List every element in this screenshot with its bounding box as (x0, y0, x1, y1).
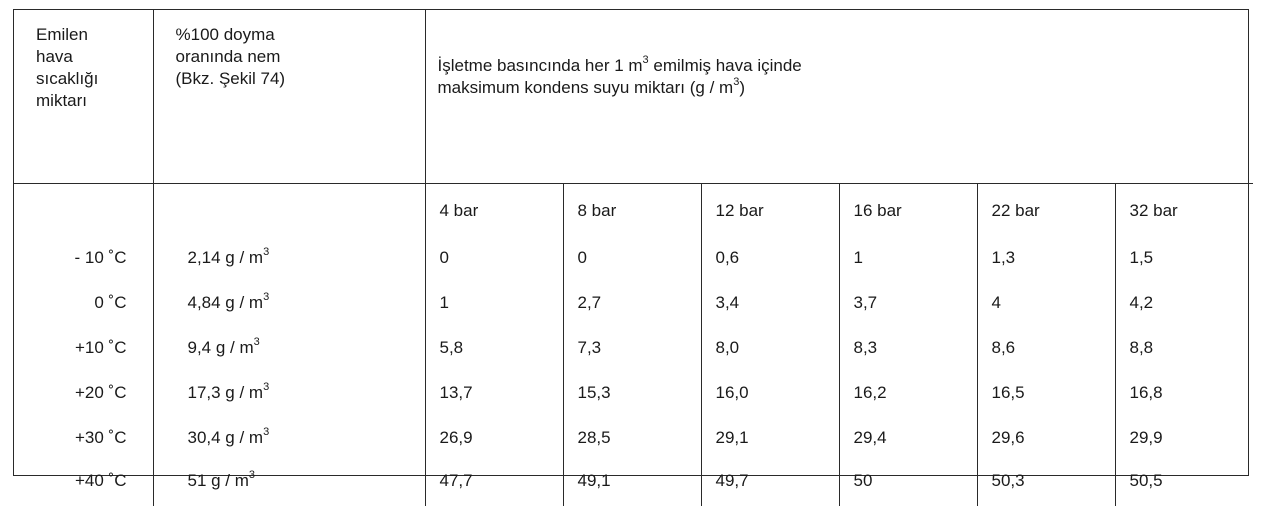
condensate-value-cell: 0,6 (701, 236, 839, 281)
units-empty-cell (14, 184, 153, 236)
temperature-cell: +30 ˚C (14, 416, 153, 461)
temperature-cell: 0 ˚C (14, 281, 153, 326)
humidity-cell: 30,4 g / $m^3$ (153, 416, 425, 461)
header-temperature-line: miktarı (36, 91, 87, 110)
condensate-value-cell: 2,7 (563, 281, 701, 326)
condensate-table (14, 10, 1253, 506)
condensate-value-cell: 3,7 (839, 281, 977, 326)
header-temperature (14, 10, 153, 184)
condensate-value-cell: 1,3 (977, 236, 1115, 281)
condensate-value-cell: 16,0 (701, 371, 839, 416)
condensate-value-cell: 1 (425, 281, 563, 326)
temperature-cell: +10 ˚C (14, 326, 153, 371)
condensate-value-cell: 26,9 (425, 416, 563, 461)
header-temperature-line: hava (36, 47, 73, 66)
table-row (14, 416, 1253, 461)
header-humidity (153, 10, 425, 184)
condensate-value-cell: 1 (839, 236, 977, 281)
condensate-value-cell: 49,7 (701, 461, 839, 506)
header-condensate-line-1: İşletme basıncında her 1 $m^3$ emilmiş hava içinde (437, 54, 802, 75)
condensate-value-cell: 47,7 (425, 461, 563, 506)
humidity-cell: 17,3 g / $m^3$ (153, 371, 425, 416)
condensate-value-cell: 4,2 (1129, 292, 1154, 312)
condensate-value-cell: 15,3 (563, 371, 701, 416)
condensate-value-cell: 8,8 (1129, 337, 1154, 357)
condensate-value-cell: 13,7 (425, 371, 563, 416)
condensate-value-cell: 8,6 (977, 326, 1115, 371)
table-header-row (14, 10, 1253, 184)
header-humidity-line: oranında nem (175, 47, 281, 66)
pressure-header-cell: 32 bar (1129, 201, 1178, 220)
condensate-value-cell: 29,6 (977, 416, 1115, 461)
pressure-header-cell: 4 bar (425, 184, 563, 236)
condensate-value-cell: 0 (425, 236, 563, 281)
temperature-cell: - 10 ˚C (14, 236, 153, 281)
header-temperature-line: sıcaklığı (36, 69, 99, 88)
condensate-value-cell: 29,4 (839, 416, 977, 461)
condensate-value-cell: 28,5 (563, 416, 701, 461)
humidity-cell: 51 g / $m^3$ (153, 461, 425, 506)
condensate-table-frame (13, 9, 1249, 490)
temperature-cell: +20 ˚C (14, 371, 153, 416)
humidity-cell: 4,84 g / $m^3$ (153, 281, 425, 326)
table-row (14, 326, 1253, 371)
condensate-value-cell: 4 (977, 281, 1115, 326)
table-row (14, 461, 1253, 506)
header-humidity-line: (Bkz. Şekil 74) (175, 69, 286, 88)
condensate-value-cell: 50,3 (977, 461, 1115, 506)
pressure-header-cell: 12 bar (701, 184, 839, 236)
condensate-value-cell: 50 (839, 461, 977, 506)
humidity-cell: 9,4 g / $m^3$ (153, 326, 425, 371)
condensate-value-cell: 49,1 (563, 461, 701, 506)
condensate-value-cell: 3,4 (701, 281, 839, 326)
temperature-cell: +40 ˚C (14, 461, 153, 506)
header-humidity-line: %100 doyma (175, 25, 275, 44)
condensate-value-cell: 1,5 (1129, 247, 1154, 267)
condensate-value-cell: 29,1 (701, 416, 839, 461)
table-row (14, 371, 1253, 416)
table-row (14, 281, 1253, 326)
humidity-cell: 2,14 g / $m^3$ (153, 236, 425, 281)
condensate-value-cell: 50,5 (1129, 470, 1163, 490)
header-condensate-line-2: maksimum kondens suyu miktarı $(g / m^3)$ (437, 76, 745, 97)
condensate-value-cell: 0 (563, 236, 701, 281)
condensate-value-cell: 29,9 (1129, 427, 1163, 447)
table-row (14, 236, 1253, 281)
units-empty-cell (153, 184, 425, 236)
condensate-value-cell: 16,2 (839, 371, 977, 416)
pressure-header-cell: 8 bar (563, 184, 701, 236)
condensate-value-cell: 8,3 (839, 326, 977, 371)
condensate-value-cell: 7,3 (563, 326, 701, 371)
condensate-value-cell: 16,8 (1129, 382, 1163, 402)
pressure-header-cell: 22 bar (977, 184, 1115, 236)
header-temperature-line: Emilen (36, 25, 88, 44)
condensate-value-cell: 16,5 (977, 371, 1115, 416)
pressure-units-row (14, 184, 1253, 236)
header-condensate (425, 10, 1253, 184)
condensate-value-cell: 5,8 (425, 326, 563, 371)
pressure-header-cell: 16 bar (839, 184, 977, 236)
condensate-value-cell: 8,0 (701, 326, 839, 371)
